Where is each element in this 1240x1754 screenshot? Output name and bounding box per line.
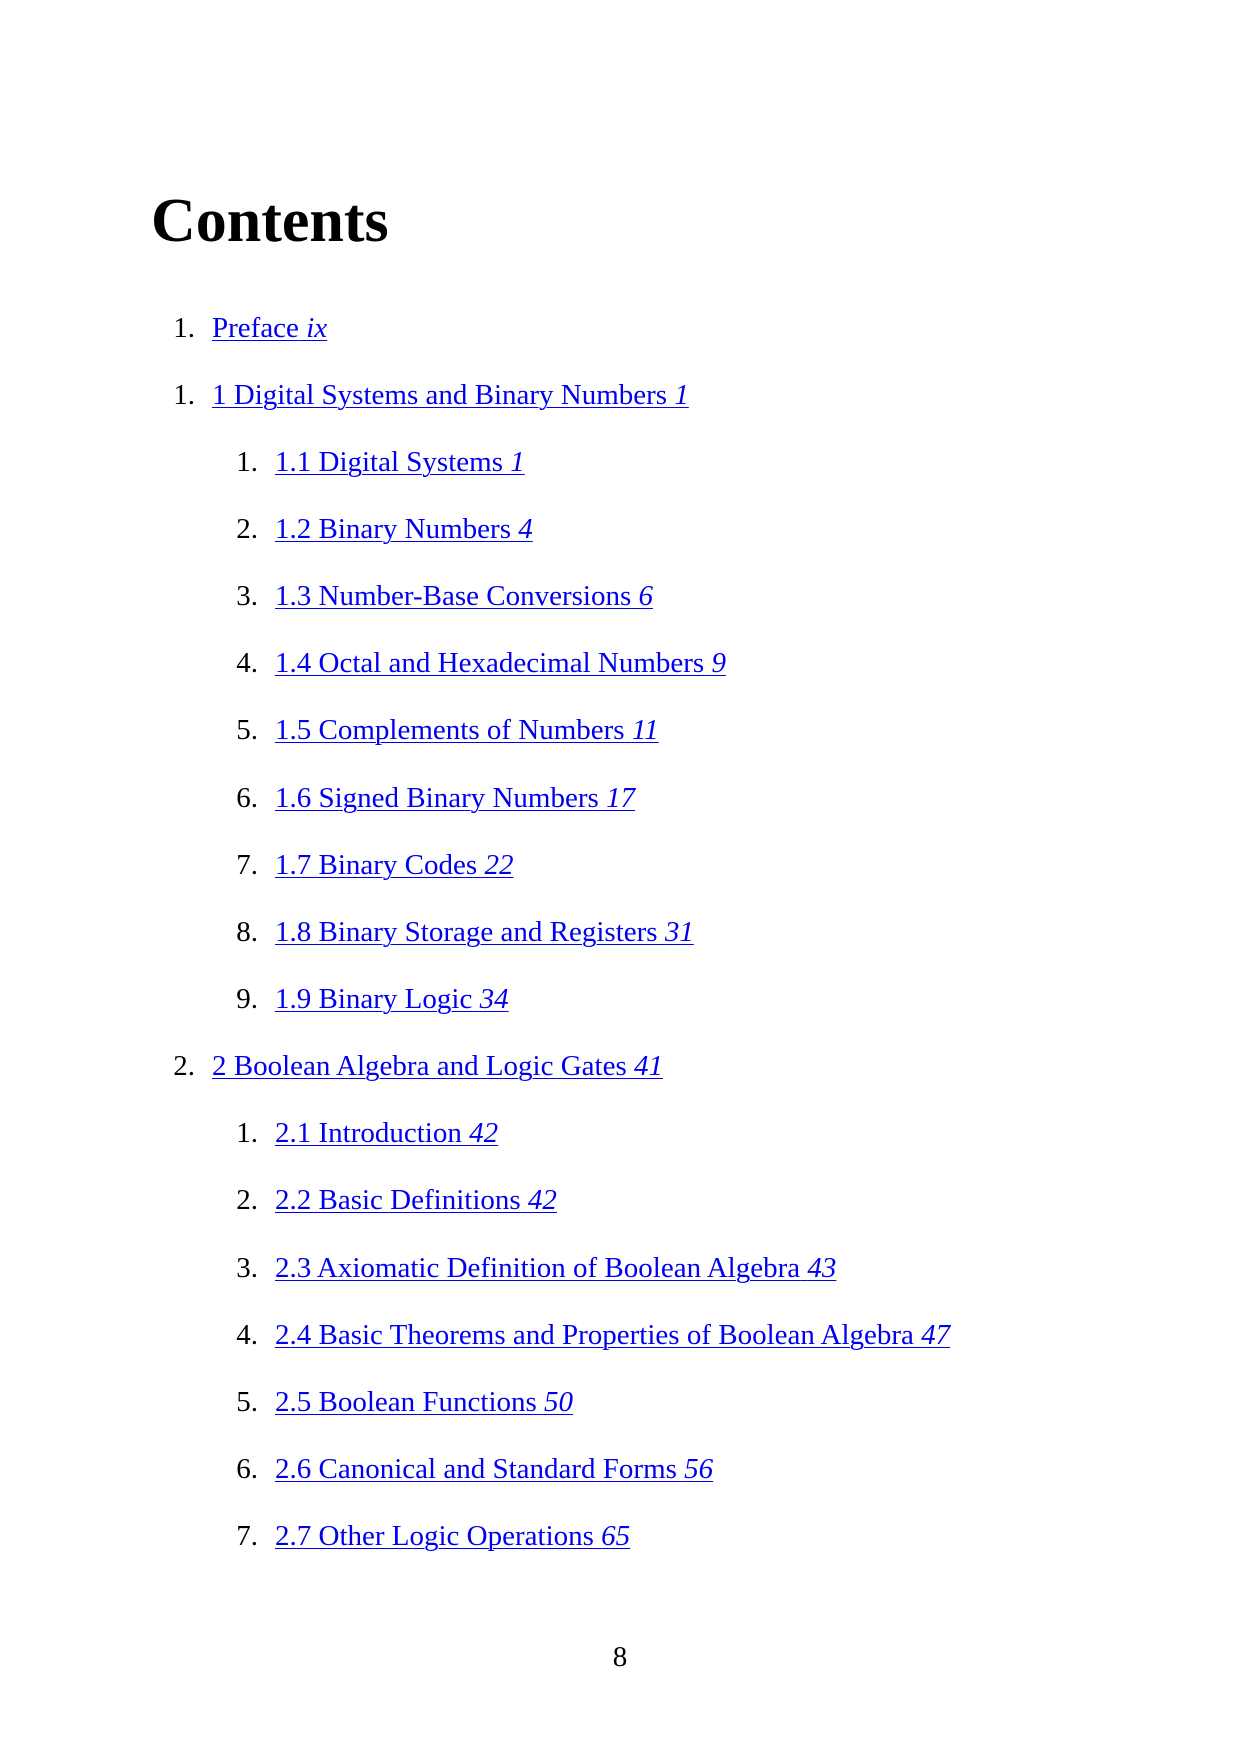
toc-entry-title: 2.4 Basic Theorems and Properties of Boolean Algebra [275,1319,914,1351]
toc-entry-number: 1. [236,1117,258,1149]
toc-entry-page: 31 [664,916,694,948]
toc-link-chapter-1[interactable] [212,379,689,411]
toc-entry-section-1-1 [236,445,525,479]
toc-entry-title: 2 Boolean Algebra and Logic Gates [212,1050,627,1082]
toc-link-section-1-3[interactable] [275,580,653,612]
toc-entry-page: 56 [684,1453,714,1485]
toc-entry-page: 42 [469,1117,499,1149]
toc-entry-title: 1.9 Binary Logic [275,983,473,1015]
toc-entry-chapter-1 [173,378,689,412]
toc-link-section-1-2[interactable] [275,513,533,545]
toc-entry-number: 7. [236,1520,258,1552]
toc-entry-section-2-5 [236,1385,574,1419]
toc-entry-page: 11 [631,714,659,746]
toc-entry-title: 2.7 Other Logic Operations [275,1520,594,1552]
toc-entry-page: 65 [601,1520,631,1552]
toc-entry-number: 4. [236,647,258,679]
toc-entry-title: 2.6 Canonical and Standard Forms [275,1453,677,1485]
toc-entry-title: Preface [212,312,299,344]
toc-entry-number: 6. [236,782,258,814]
toc-entry-title: 1.2 Binary Numbers [275,513,511,545]
toc-entry-title: 1.3 Number-Base Conversions [275,580,632,612]
toc-entry-section-2-4 [236,1318,951,1352]
toc-link-section-2-2[interactable] [275,1184,557,1216]
toc-link-section-2-3[interactable] [275,1252,836,1284]
toc-entry-title: 1 Digital Systems and Binary Numbers [212,379,668,411]
toc-entry-section-1-5 [236,713,659,747]
toc-entry-number: 5. [236,714,258,746]
toc-entry-page: 34 [479,983,509,1015]
toc-entry-title: 1.8 Binary Storage and Registers [275,916,658,948]
toc-link-section-1-9[interactable] [275,983,509,1015]
toc-entry-number: 3. [236,580,258,612]
toc-link-section-2-1[interactable] [275,1117,498,1149]
toc-entry-page: 22 [484,849,514,881]
toc-entry-section-2-2 [236,1183,557,1217]
toc-link-section-2-7[interactable] [275,1520,630,1552]
toc-entry-page: 47 [921,1319,951,1351]
toc-entry-title: 1.7 Binary Codes [275,849,478,881]
toc-entry-page: 1 [674,379,689,411]
toc-entry-number: 3. [236,1252,258,1284]
toc-entry-number: 7. [236,849,258,881]
toc-entry-section-2-3 [236,1251,837,1285]
toc-entry-title: 2.2 Basic Definitions [275,1184,521,1216]
toc-link-section-2-4[interactable] [275,1319,950,1351]
toc-entry-section-1-6 [236,781,636,815]
toc-entry-section-1-9 [236,982,509,1016]
toc-entry-page: 1 [510,446,525,478]
page-number: 8 [612,1641,628,1673]
toc-entry-title: 2.3 Axiomatic Definition of Boolean Algebra [275,1252,801,1284]
toc-entry-page: 41 [634,1050,663,1082]
toc-entry-section-1-7 [236,848,514,882]
toc-link-preface[interactable] [212,312,327,344]
toc-entry-page: 4 [518,513,533,545]
toc-entry-section-2-6 [236,1452,714,1486]
toc-entry-page: 43 [807,1252,837,1284]
toc-link-chapter-2[interactable] [212,1050,663,1082]
toc-entry-section-2-7 [236,1519,631,1553]
toc-entry-number: 2. [236,1184,258,1216]
toc-entry-section-1-4 [236,646,726,680]
toc-entry-title: 2.1 Introduction [275,1117,462,1149]
toc-entry-section-2-1 [236,1116,499,1150]
toc-link-section-1-7[interactable] [275,849,513,881]
toc-link-section-1-8[interactable] [275,916,694,948]
toc-link-section-1-5[interactable] [275,714,659,746]
toc-link-section-2-5[interactable] [275,1386,573,1418]
toc-entry-page: 9 [711,647,726,679]
toc-link-section-1-4[interactable] [275,647,726,679]
toc-entry-number: 8. [236,916,258,948]
toc-link-section-1-6[interactable] [275,782,635,814]
toc-entry-page: 17 [606,782,636,814]
toc-entry-section-1-8 [236,915,694,949]
toc-entry-chapter-2 [173,1049,663,1083]
toc-entry-number: 1. [236,446,258,478]
toc-entry-number: 2. [173,1050,195,1082]
toc-link-section-1-1[interactable] [275,446,525,478]
toc-entry-number: 1. [173,312,195,344]
toc-entry-page: ix [306,312,328,344]
toc-entry-title: 1.1 Digital Systems [275,446,503,478]
page-title: Contents [151,187,389,255]
toc-entry-section-1-2 [236,512,533,546]
toc-entry-number: 2. [236,513,258,545]
toc-entry-number: 5. [236,1386,258,1418]
toc-entry-title: 2.5 Boolean Functions [275,1386,537,1418]
toc-entry-number: 4. [236,1319,258,1351]
toc-entry-number: 6. [236,1453,258,1485]
toc-entry-number: 9. [236,983,258,1015]
toc-entry-section-1-3 [236,579,653,613]
toc-entry-title: 1.5 Complements of Numbers [275,714,625,746]
toc-entry-page: 50 [544,1386,574,1418]
toc-entry-number: 1. [173,379,195,411]
toc-entry-preface [173,311,328,345]
toc-entry-title: 1.4 Octal and Hexadecimal Numbers [275,647,705,679]
toc-entry-page: 6 [638,580,653,612]
toc-link-section-2-6[interactable] [275,1453,713,1485]
toc-entry-title: 1.6 Signed Binary Numbers [275,782,599,814]
toc-entry-page: 42 [527,1184,557,1216]
